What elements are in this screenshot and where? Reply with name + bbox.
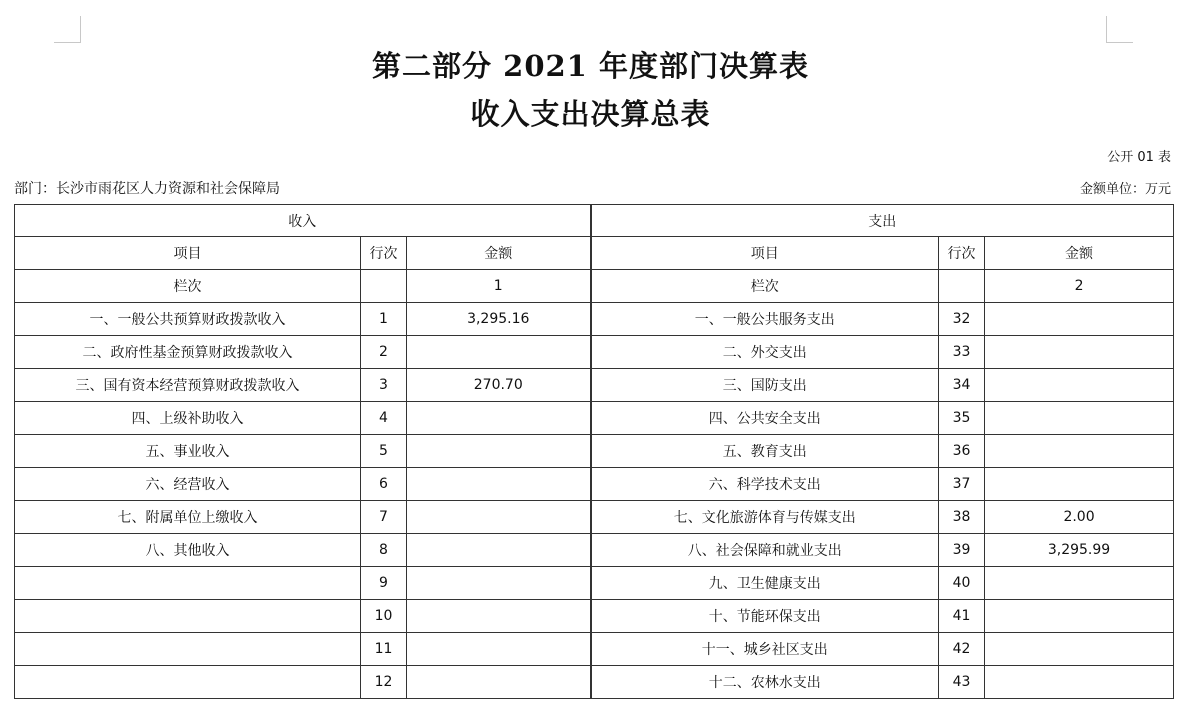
income-item-header: 项目 xyxy=(15,237,361,270)
table-row xyxy=(15,600,1174,633)
income-expense-table xyxy=(14,204,1174,699)
income-section-header: 收入 xyxy=(15,205,591,237)
expense-line-cell: 32 xyxy=(939,303,985,336)
income-line-cell: 7 xyxy=(361,501,407,534)
income-line-cell: 8 xyxy=(361,534,407,567)
expense-item-cell: 八、社会保障和就业支出 xyxy=(591,534,939,567)
income-line-cell: 6 xyxy=(361,468,407,501)
expense-item-cell: 四、公共安全支出 xyxy=(591,402,939,435)
page-corner-mark-left xyxy=(54,16,81,43)
amount-unit-label: 金额单位：万元 xyxy=(1079,182,1171,197)
expense-index-line xyxy=(939,270,985,303)
page-corner-mark-right xyxy=(1106,16,1133,43)
income-line-cell: 3 xyxy=(361,369,407,402)
income-amount-cell xyxy=(407,336,591,369)
section-header-row xyxy=(15,205,1174,237)
expense-amount-cell: 2.00 xyxy=(985,501,1174,534)
income-column-index: 1 xyxy=(407,270,591,303)
expense-line-cell: 33 xyxy=(939,336,985,369)
table-row xyxy=(15,633,1174,666)
income-line-cell: 11 xyxy=(361,633,407,666)
expense-amount-cell: 3,295.99 xyxy=(985,534,1174,567)
department-label: 部门：长沙市雨花区人力资源和社会保障局 xyxy=(14,181,280,197)
income-index-label: 栏次 xyxy=(15,270,361,303)
income-item-cell: 五、事业收入 xyxy=(15,435,361,468)
income-item-cell xyxy=(15,567,361,600)
expense-item-cell: 五、教育支出 xyxy=(591,435,939,468)
income-amount-cell xyxy=(407,567,591,600)
expense-amount-cell xyxy=(985,468,1174,501)
income-amount-cell xyxy=(407,633,591,666)
table-row xyxy=(15,402,1174,435)
income-amount-cell: 270.70 xyxy=(407,369,591,402)
table-row xyxy=(15,567,1174,600)
expense-line-cell: 37 xyxy=(939,468,985,501)
table-row xyxy=(15,666,1174,699)
income-line-cell: 12 xyxy=(361,666,407,699)
income-line-cell: 9 xyxy=(361,567,407,600)
expense-item-cell: 二、外交支出 xyxy=(591,336,939,369)
expense-item-cell: 一、一般公共服务支出 xyxy=(591,303,939,336)
expense-line-cell: 38 xyxy=(939,501,985,534)
income-amount-cell: 3,295.16 xyxy=(407,303,591,336)
expense-line-cell: 34 xyxy=(939,369,985,402)
income-line-header: 行次 xyxy=(361,237,407,270)
income-item-cell: 二、政府性基金预算财政拨款收入 xyxy=(15,336,361,369)
expense-amount-cell xyxy=(985,633,1174,666)
income-item-cell xyxy=(15,666,361,699)
expense-item-cell: 十、节能环保支出 xyxy=(591,600,939,633)
expense-line-cell: 40 xyxy=(939,567,985,600)
expense-line-cell: 39 xyxy=(939,534,985,567)
table-row xyxy=(15,501,1174,534)
income-item-cell: 四、上级补助收入 xyxy=(15,402,361,435)
income-amount-cell xyxy=(407,534,591,567)
expense-amount-header: 金额 xyxy=(985,237,1174,270)
income-item-cell: 八、其他收入 xyxy=(15,534,361,567)
income-item-cell xyxy=(15,600,361,633)
expense-amount-cell xyxy=(985,666,1174,699)
income-line-cell: 2 xyxy=(361,336,407,369)
expense-column-index: 2 xyxy=(985,270,1174,303)
income-item-cell: 一、一般公共预算财政拨款收入 xyxy=(15,303,361,336)
expense-line-cell: 41 xyxy=(939,600,985,633)
income-item-cell: 七、附属单位上缴收入 xyxy=(15,501,361,534)
income-amount-cell xyxy=(407,666,591,699)
income-amount-cell xyxy=(407,435,591,468)
document-title: 第二部分 2021 年度部门决算表 xyxy=(372,49,809,83)
table-title: 收入支出决算总表 xyxy=(470,97,711,131)
table-row xyxy=(15,369,1174,402)
expense-line-header: 行次 xyxy=(939,237,985,270)
income-amount-cell xyxy=(407,468,591,501)
column-index-row xyxy=(15,270,1174,303)
expense-item-cell: 七、文化旅游体育与传媒支出 xyxy=(591,501,939,534)
table-row xyxy=(15,468,1174,501)
table-row xyxy=(15,336,1174,369)
expense-section-header: 支出 xyxy=(591,205,1174,237)
expense-item-cell: 六、科学技术支出 xyxy=(591,468,939,501)
expense-amount-cell xyxy=(985,600,1174,633)
income-amount-header: 金额 xyxy=(407,237,591,270)
expense-amount-cell xyxy=(985,336,1174,369)
income-line-cell: 4 xyxy=(361,402,407,435)
form-number: 公开 01 表 xyxy=(1107,150,1171,165)
expense-index-label: 栏次 xyxy=(591,270,939,303)
expense-line-cell: 43 xyxy=(939,666,985,699)
expense-amount-cell xyxy=(985,369,1174,402)
table-row xyxy=(15,303,1174,336)
income-item-cell xyxy=(15,633,361,666)
income-amount-cell xyxy=(407,600,591,633)
income-line-cell: 10 xyxy=(361,600,407,633)
table-row xyxy=(15,534,1174,567)
income-item-cell: 三、国有资本经营预算财政拨款收入 xyxy=(15,369,361,402)
income-line-cell: 5 xyxy=(361,435,407,468)
expense-amount-cell xyxy=(985,402,1174,435)
expense-amount-cell xyxy=(985,435,1174,468)
expense-item-cell: 九、卫生健康支出 xyxy=(591,567,939,600)
income-amount-cell xyxy=(407,501,591,534)
expense-item-cell: 十一、城乡社区支出 xyxy=(591,633,939,666)
table-row xyxy=(15,435,1174,468)
income-item-cell: 六、经营收入 xyxy=(15,468,361,501)
income-amount-cell xyxy=(407,402,591,435)
expense-amount-cell xyxy=(985,303,1174,336)
expense-line-cell: 42 xyxy=(939,633,985,666)
income-index-line xyxy=(361,270,407,303)
expense-item-cell: 十二、农林水支出 xyxy=(591,666,939,699)
expense-line-cell: 35 xyxy=(939,402,985,435)
expense-amount-cell xyxy=(985,567,1174,600)
column-header-row xyxy=(15,237,1174,270)
expense-item-header: 项目 xyxy=(591,237,939,270)
expense-item-cell: 三、国防支出 xyxy=(591,369,939,402)
income-line-cell: 1 xyxy=(361,303,407,336)
expense-line-cell: 36 xyxy=(939,435,985,468)
